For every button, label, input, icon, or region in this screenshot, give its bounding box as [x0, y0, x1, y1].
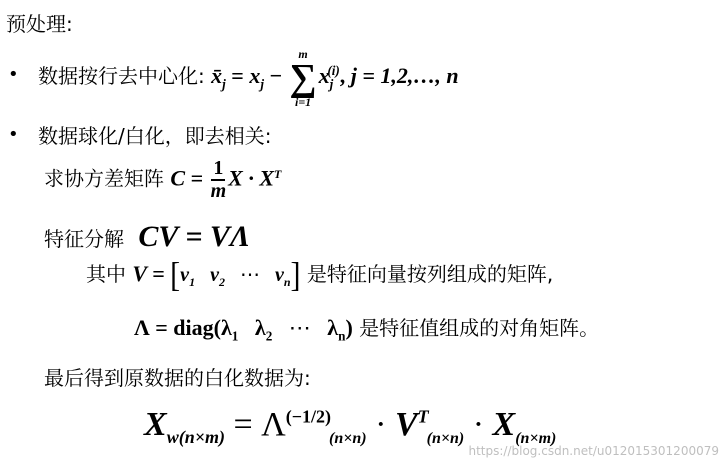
- v-definition: 其中 $V = [v_1$ $v_2$ ⋯ $v_n$] 是特征向量按列组成的矩阵,: [86, 256, 554, 295]
- lambda-definition: $\Lambda = diag(\lambda_1$ $\lambda_2$ ⋯ $\lambda_n$) 是特征值组成的对角矩阵。: [134, 315, 600, 344]
- summation: m ∑ i=1: [289, 47, 317, 110]
- watermark: https://blog.csdn.net/u012015301200079: [468, 444, 719, 458]
- final-label: 最后得到原数据的白化数据为:: [44, 366, 311, 390]
- covariance-line: 求协方差矩阵 C = $\frac{1}{m}$ $X \cdot X^T$: [44, 157, 282, 202]
- bullet-whitening: 数据球化/白化，即去相关:: [38, 124, 272, 148]
- centering-label: 数据按行去中心化:: [38, 64, 205, 89]
- bullet-dot: •: [8, 64, 19, 85]
- centering-formula: $x̄_j = x_j$ − m ∑ i=1 $x_j^{(i)}$, j = 1,2,…, n: [211, 47, 459, 110]
- fraction: $\frac{1}{m}$: [210, 157, 227, 202]
- covariance-label: 求协方差矩阵: [44, 166, 164, 191]
- eigen-line: [44, 220, 250, 254]
- section-title: 预处理:: [6, 12, 73, 36]
- eigen-label: 特征分解: [44, 227, 124, 251]
- bullet-centering: [38, 48, 459, 108]
- final-formula: $X_{w(n\times m)} = \Lambda^{(-1/2)}_{(n\times n)} \cdot V^T_{(n\times n)} \cdot X_{(n\times m)}$: [144, 406, 557, 447]
- eigen-formula: CV = VΛ: [138, 220, 250, 253]
- bullet-dot: •: [8, 124, 19, 145]
